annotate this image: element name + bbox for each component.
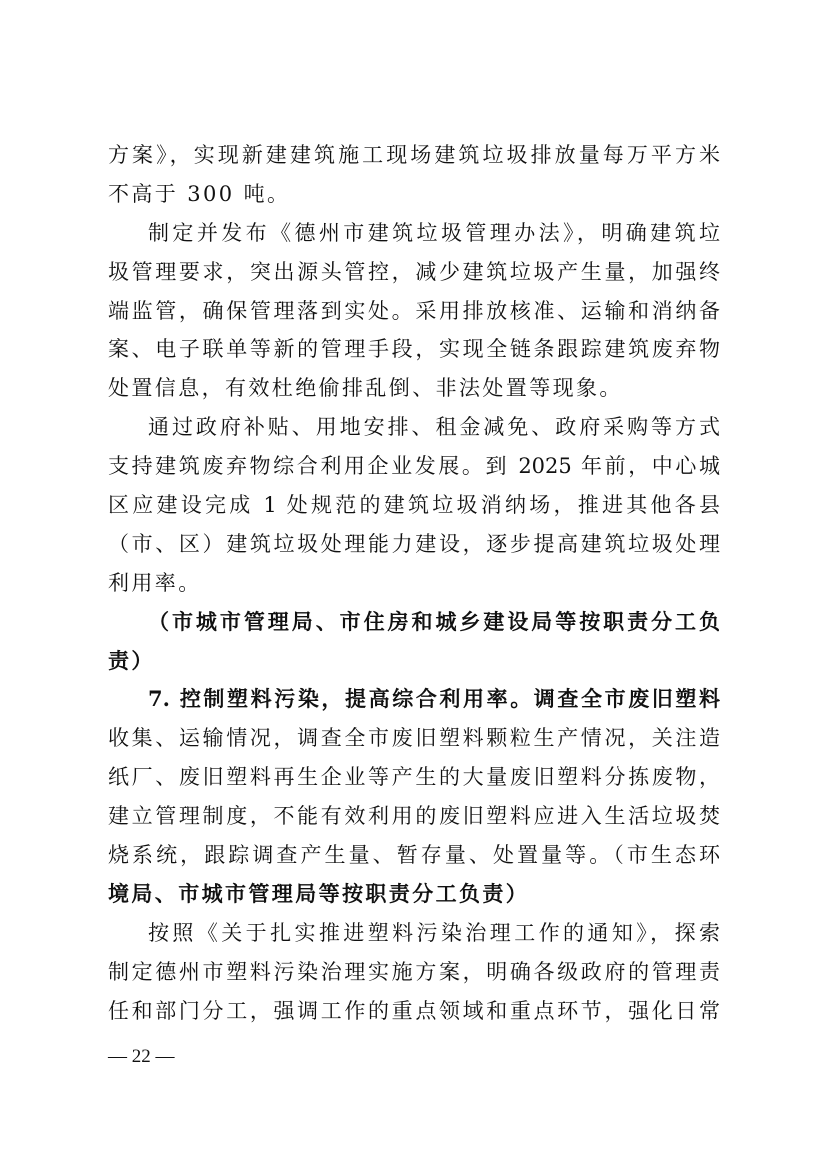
text-line: 利用率。	[108, 570, 202, 595]
text-line: 按照《关于扎实推进塑料污染治理工作的通知》，探索	[148, 920, 720, 945]
text-line: 案、电子联单等新的管理手段，实现全链条跟踪建筑废弃物	[108, 337, 720, 362]
text-line: 支持建筑废弃物综合利用企业发展。到 2025 年前，中心城	[108, 454, 720, 479]
text-line: 方案》，实现新建建筑施工现场建筑垃圾排放量每万平方米	[108, 143, 720, 167]
text-line: 端监管，确保管理落到实处。采用排放核准、运输和消纳备	[108, 298, 720, 323]
text-line: 圾管理要求，突出源头管控，减少建筑垃圾产生量，加强终	[108, 259, 720, 284]
text-line: 烧系统，跟踪调查产生量、暂存量、处置量等。（市生态环	[108, 843, 720, 868]
text-line: 境局、市城市管理局等按职责分工负责）	[108, 880, 530, 906]
text-line: 不高于 300 吨。	[108, 181, 291, 206]
text-line: 任和部门分工，强调工作的重点领域和重点环节，强化日常	[108, 998, 720, 1023]
text-line: （市城市管理局、市住房和城乡建设局等按职责分工负	[148, 608, 720, 634]
text-line: 制定并发布《德州市建筑垃圾管理办法》，明确建筑垃	[148, 220, 720, 245]
text-line: 区应建设完成 1 处规范的建筑垃圾消纳场，推进其他各县	[108, 493, 720, 518]
text-line: （市、区）建筑垃圾处理能力建设，逐步提高建筑垃圾处理	[108, 531, 720, 556]
text-line: 制定德州市塑料污染治理实施方案，明确各级政府的管理责	[108, 959, 720, 984]
text-line: 建立管理制度，不能有效利用的废旧塑料应进入生活垃圾焚	[108, 804, 720, 829]
text-line: 纸厂、废旧塑料再生企业等产生的大量废旧塑料分拣废物，	[108, 765, 720, 790]
text-line: 责）	[108, 647, 155, 673]
text-line: 收集、运输情况，调查全市废旧塑料颗粒生产情况，关注造	[108, 726, 720, 751]
page-number: — 22 —	[108, 1046, 175, 1067]
text-line: 通过政府补贴、用地安排、租金减免、政府采购等方式	[148, 415, 720, 440]
document-body	[108, 136, 720, 1030]
text-line: 处置信息，有效杜绝偷排乱倒、非法处置等现象。	[108, 376, 623, 401]
text-line: 7. 控制塑料污染，提高综合利用率。调查全市废旧塑料	[148, 686, 720, 712]
